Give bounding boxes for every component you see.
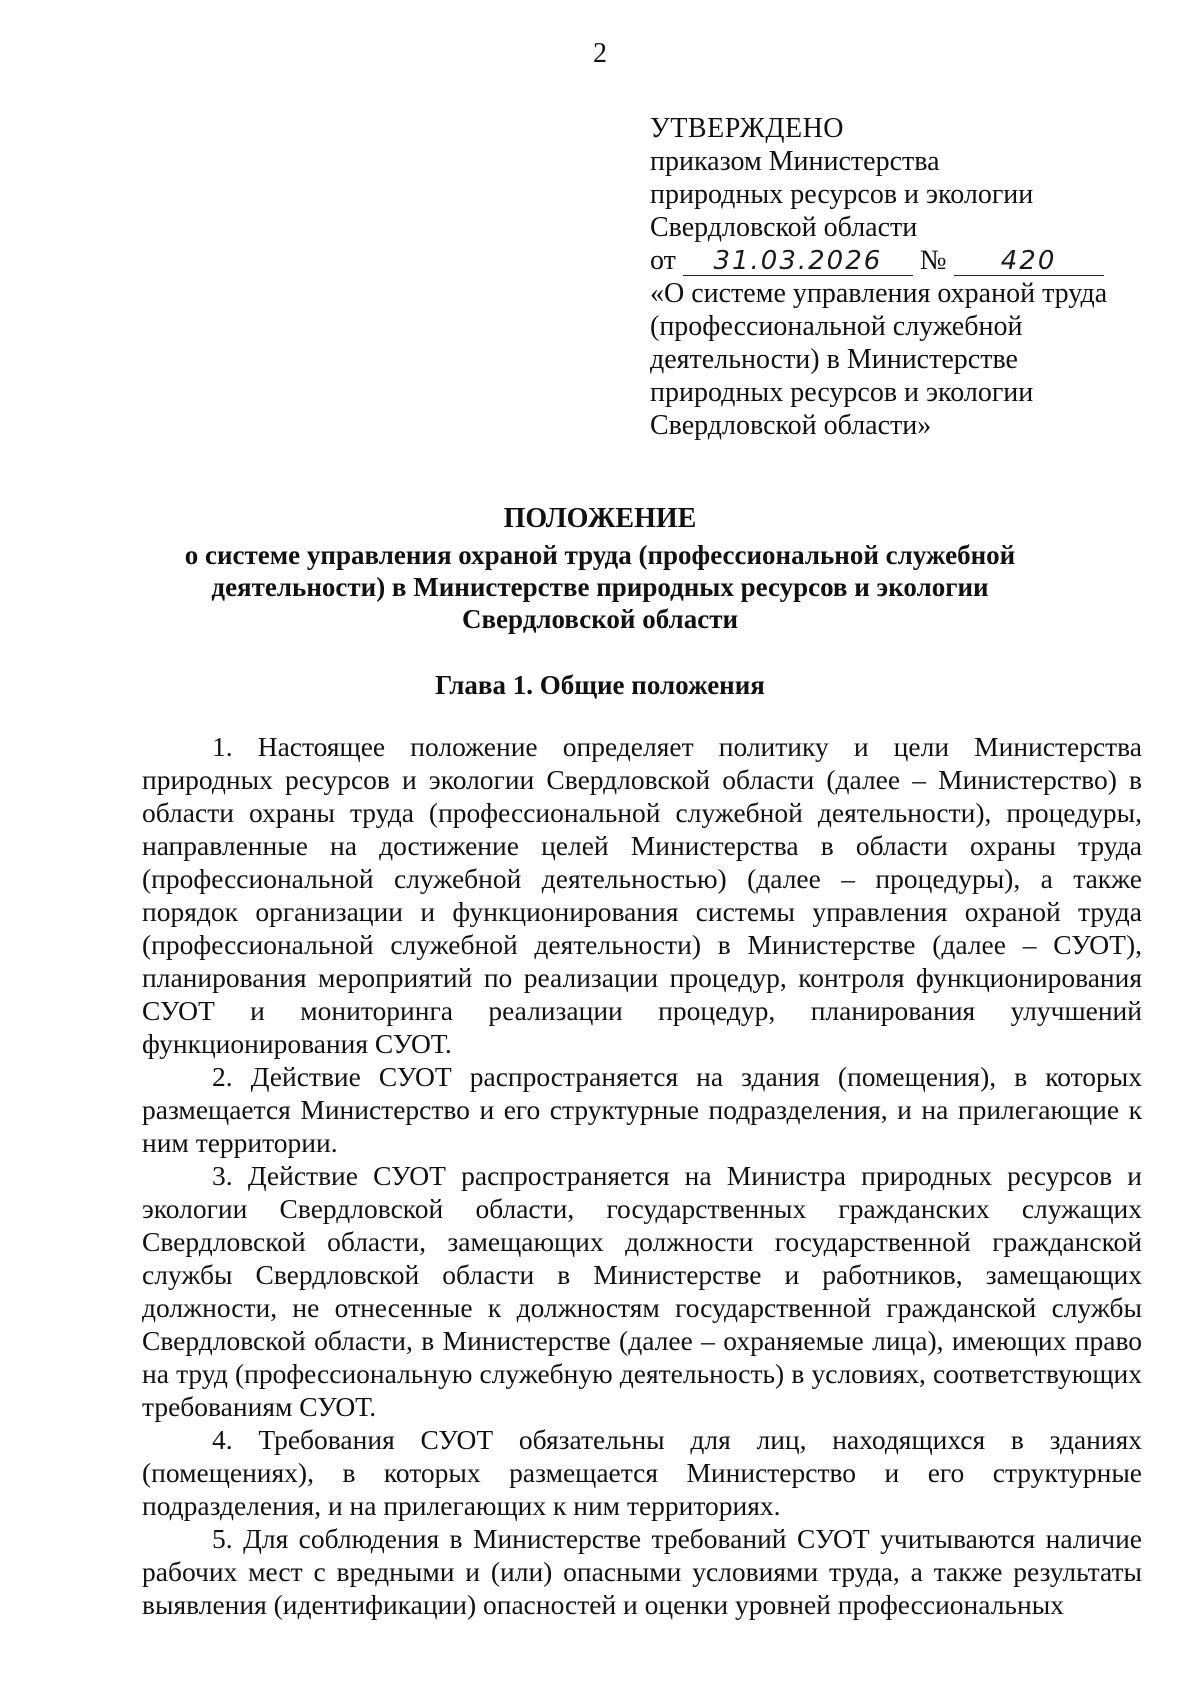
approval-line: Свердловской области <box>650 212 918 243</box>
approval-date-number-line <box>650 244 1150 277</box>
document-body <box>142 730 1142 1621</box>
title-line: о системе управления охраной труда (профессиональной служебной <box>184 540 1016 570</box>
handwritten-date: 31.03.2026 <box>683 247 913 276</box>
approval-line: приказом Министерства <box>650 146 940 177</box>
approval-subject-line: природных ресурсов и экологии <box>650 377 1034 408</box>
title-line: Свердловской области <box>461 604 739 634</box>
approval-subject-line: «О системе управления охраной труда <box>650 278 1108 309</box>
approval-block <box>650 112 1150 442</box>
approval-subject-line: деятельности) в Министерстве <box>650 344 1018 375</box>
chapter-heading: Глава 1. Общие положения <box>435 670 765 700</box>
number-prefix: № <box>919 245 947 276</box>
approval-subject-line: (профессиональной служебной <box>650 311 1023 342</box>
approval-stamp: УТВЕРЖДЕНО <box>650 113 845 144</box>
page-number: 2 <box>593 38 607 69</box>
approval-subject-line: Свердловской области» <box>650 410 932 441</box>
document-title <box>0 503 1200 635</box>
title-line: деятельности) в Министерстве природных ресурсов и экологии <box>211 572 989 602</box>
paragraph: 1. Настоящее положение определяет политику и цели Министерства природных ресурсов и экологии Свердловской области (далее – Министерство) в области охраны труда (профессиональной служебной деятельности), процедуры, направленные на достижение целей Министерства в области охраны труда (профессиональной служебной деятельностью) (далее – процедуры), а также порядок организации и функционирования системы управления охраной труда (профессиональной служебной деятельности) в Министерстве (далее – СУОТ), планирования мероприятий по реализации процедур, контроля функционирования СУОТ и мониторинга реализации процедур, планирования улучшений функционирования СУОТ. <box>142 731 1142 1059</box>
approval-line: природных ресурсов и экологии <box>650 179 1034 210</box>
paragraph: 3. Действие СУОТ распространяется на Министра природных ресурсов и экологии Свердловской области, государственных гражданских служащих Свердловской области, замещающих должности государственной гражданской службы Свердловской области в Министерстве и работников, замещающих должности, не отнесенные к должностям государственной гражданской службы Свердловской области, в Министерстве (далее – охраняемые лица), имеющих право на труд (профессиональную служебную деятельность) в условиях, соответствующих требованиям СУОТ. <box>142 1160 1142 1422</box>
handwritten-number: 420 <box>954 247 1104 276</box>
paragraph: 4. Требования СУОТ обязательны для лиц, находящихся в зданиях (помещениях), в которых размещается Министерство и его структурные подразделения, и на прилегающих к ним территориях. <box>142 1424 1142 1521</box>
title-main: ПОЛОЖЕНИЕ <box>503 503 697 534</box>
paragraph: 2. Действие СУОТ распространяется на здания (помещения), в которых размещается Министерство и его структурные подразделения, и на прилегающие к ним территории. <box>142 1061 1142 1158</box>
paragraph: 5. Для соблюдения в Министерстве требований СУОТ учитываются наличие рабочих мест с вредными и (или) опасными условиями труда, а также результаты выявления (идентификации) опасностей и оценки уровней профессиональных <box>142 1523 1142 1620</box>
date-prefix: от <box>650 245 676 276</box>
